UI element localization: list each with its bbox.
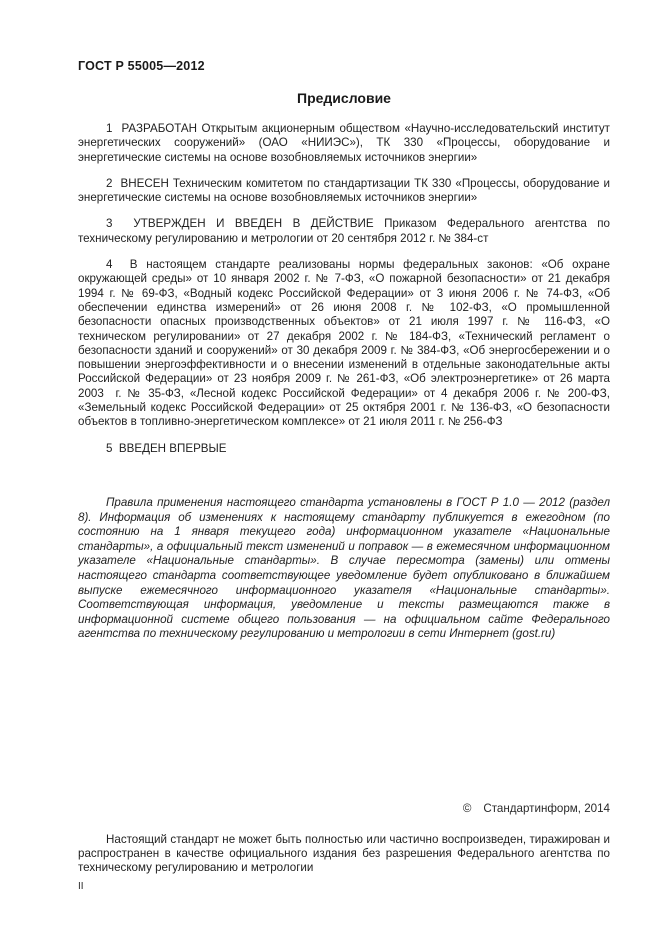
copyright-symbol: © (462, 801, 472, 815)
preface-item-3-utverzhden: 3 УТВЕРЖДЕН И ВВЕДЕН В ДЕЙСТВИЕ Приказом Федерального агентства по техническому регулированию и метрологии от 20 сентября 2012 г. № 384-ст (78, 217, 610, 245)
copyright-line (78, 802, 610, 815)
document-code: ГОСТ Р 55005—2012 (78, 59, 205, 73)
preface-item-2-vnesen: 2 ВНЕСЕН Техническим комитетом по стандартизации ТК 330 «Процессы, оборудование и энергетические системы на основе возобновляемых источников энергии» (78, 176, 610, 205)
page-title: Предисловие (297, 90, 391, 106)
preface-item-4-federal-laws: 4 В настоящем стандарте реализованы нормы федеральных законов: «Об охране окружающей среды» от 10 января 2002 г. № 7-ФЗ, «О пожарной безопасности» от 21 декабря 1994 г. № 69-ФЗ, «Водный кодекс Российской Федерации» от 3 июня 2006 г. № 74-ФЗ, «Об обеспечении единства измерений» от 26 июня 2008 г. № 102-ФЗ, «О промышленной безопасности опасных производственных объектов» от 21 июля 1997 г. № 116-ФЗ, «О техническом регулировании» от 27 декабря 2002 г. № 184-ФЗ, «Технический регламент о безопасности зданий и сооружений» от 30 декабря 2009 г. № 384-ФЗ, «Об энергосбережении и о повышении энергоэффективности и о внесении изменений в отдельные законодательные акты Российской Федерации» от 23 ноября 2009 г. № 261-ФЗ, «Об электроэнергетике» от 26 марта 2003 г. № 35-ФЗ, «Лесной кодекс Российской Федерации» от 4 декабря 2006 г. № 200-ФЗ, «Земельный кодекс Российской Федерации» от 25 октября 2001 г. № 136-ФЗ, «О безопасности объектов в топливно-энергетическом комплексе» от 21 июля 2011 г. № 256-ФЗ (78, 258, 610, 429)
preface-item-5-vveden-vpervye: 5 ВВЕДЕН ВПЕРВЫЕ (106, 441, 227, 455)
application-rules-note: Правила применения настоящего стандарта установлены в ГОСТ Р 1.0 — 2012 (раздел 8). Информация об изменениях к настоящему стандарту публикуется в ежегодном (по состоянию на 1 января текущего года) информационном указателе «Национальные стандарты», а официальный текст изменений и поправок — в ежемесячном информационном указателе «Национальные стандарты». В случае пересмотра (замены) или отмены настоящего стандарта соответствующее уведомление будет опубликовано в ближайшем выпуске ежемесячного информационного указателя «Национальные стандарты». Соответствующая информация, уведомление и тексты размещаются также в информационной системе общего пользования — на официальном сайте Федерального агентства по техническому регулированию и метрологии в сети Интернет (gost.ru) (78, 495, 610, 641)
preface-item-1-razrabotan: 1 РАЗРАБОТАН Открытым акционерным обществом «Научно-исследовательский институт энергетических сооружений» (ОАО «НИИЭС»), ТК 330 «Процессы, оборудование и энергетические системы на основе возобновляемых источников энергии» (78, 122, 610, 164)
distribution-restriction-note: Настоящий стандарт не может быть полностью или частично воспроизведен, тиражирован и распространен в качестве официального издания без разрешения Федерального агентства по техническому регулированию и метрологии (78, 832, 610, 875)
copyright-text: Стандартинформ, 2014 (483, 801, 610, 815)
page-number: II (78, 880, 84, 892)
